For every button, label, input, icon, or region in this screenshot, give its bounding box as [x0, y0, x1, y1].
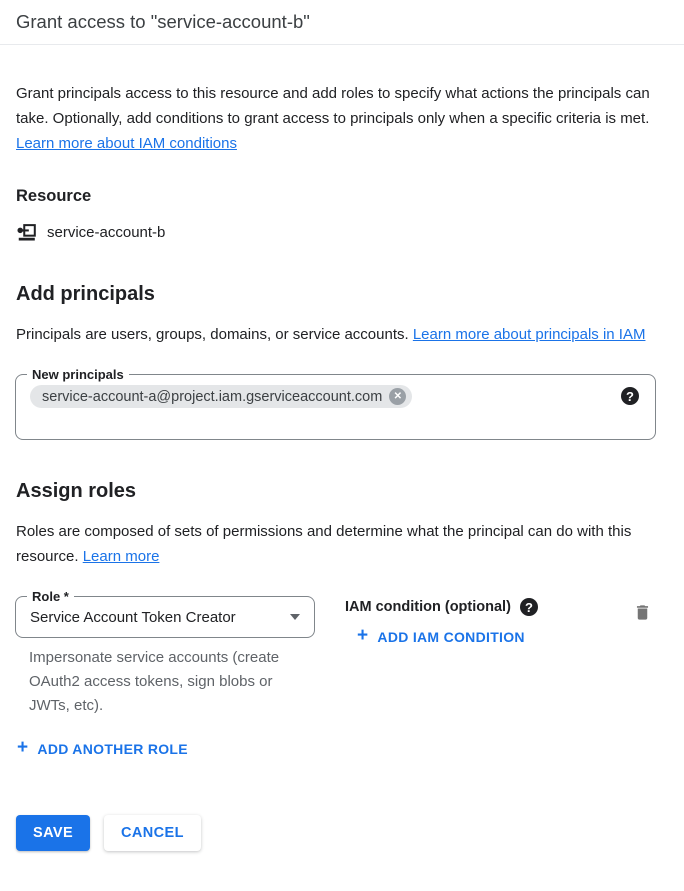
add-principals-text: Principals are users, groups, domains, or service accounts.: [16, 326, 413, 343]
iam-condition-label: IAM condition (optional): [345, 599, 511, 615]
plus-icon: +: [17, 737, 29, 758]
plus-icon: +: [357, 625, 369, 646]
dialog-header: [0, 0, 684, 45]
chevron-down-icon: [290, 614, 300, 620]
add-iam-condition-button[interactable]: [357, 625, 525, 646]
role-binding-row: [15, 589, 656, 718]
principal-chip-value: service-account-a@project.iam.gserviceaccount.com: [42, 388, 383, 405]
resource-name: service-account-b: [47, 223, 166, 241]
add-principals-paragraph: [16, 322, 658, 347]
cancel-button[interactable]: CANCEL: [104, 815, 201, 851]
add-another-role-label: ADD ANOTHER ROLE: [37, 740, 188, 757]
dialog-actions: [16, 815, 684, 851]
iam-condition-label-row: [345, 598, 538, 616]
role-select[interactable]: [15, 589, 315, 638]
roles-learn-more-link[interactable]: Learn more: [82, 548, 160, 565]
iam-condition-column: [345, 596, 538, 646]
assign-roles-heading: Assign roles: [16, 480, 137, 502]
assign-roles-text: Roles are composed of sets of permissions and determine what the principal can do with this resource.: [16, 523, 632, 565]
role-select-label: Role *: [27, 588, 74, 605]
intro-paragraph: [16, 81, 658, 156]
add-another-role-button[interactable]: [17, 737, 188, 758]
role-column: [15, 589, 315, 718]
intro-text: Grant principals access to this resource and add roles to specify what actions the principals can take. Optionally, add conditions to grant access to principals only when a specific criteria is met.: [16, 85, 650, 127]
chip-remove-icon[interactable]: ✕: [389, 388, 406, 405]
new-principals-label: New principals: [27, 366, 129, 383]
new-principals-field[interactable]: [15, 367, 656, 440]
dialog-title: Grant access to "service-account-b": [16, 11, 310, 32]
add-iam-condition-label: ADD IAM CONDITION: [377, 628, 525, 645]
service-account-icon: [16, 221, 38, 243]
principal-chip: [30, 385, 412, 408]
role-selected-value: Service Account Token Creator: [30, 608, 236, 626]
delete-role-button[interactable]: [629, 598, 656, 627]
resource-row: [16, 221, 684, 243]
assign-roles-paragraph: [16, 519, 658, 569]
add-principals-heading: Add principals: [16, 283, 155, 305]
trash-icon: [633, 602, 652, 623]
principals-help-icon[interactable]: ?: [621, 387, 639, 405]
save-button[interactable]: SAVE: [16, 815, 90, 851]
principals-learn-more-link[interactable]: Learn more about principals in IAM: [412, 326, 646, 343]
role-helper-text: Impersonate service accounts (create OAuth2 access tokens, sign blobs or JWTs, etc).: [29, 649, 280, 714]
iam-condition-help-icon[interactable]: ?: [520, 598, 538, 616]
resource-heading: Resource: [16, 187, 92, 205]
iam-conditions-learn-more-link[interactable]: Learn more about IAM conditions: [16, 135, 237, 152]
